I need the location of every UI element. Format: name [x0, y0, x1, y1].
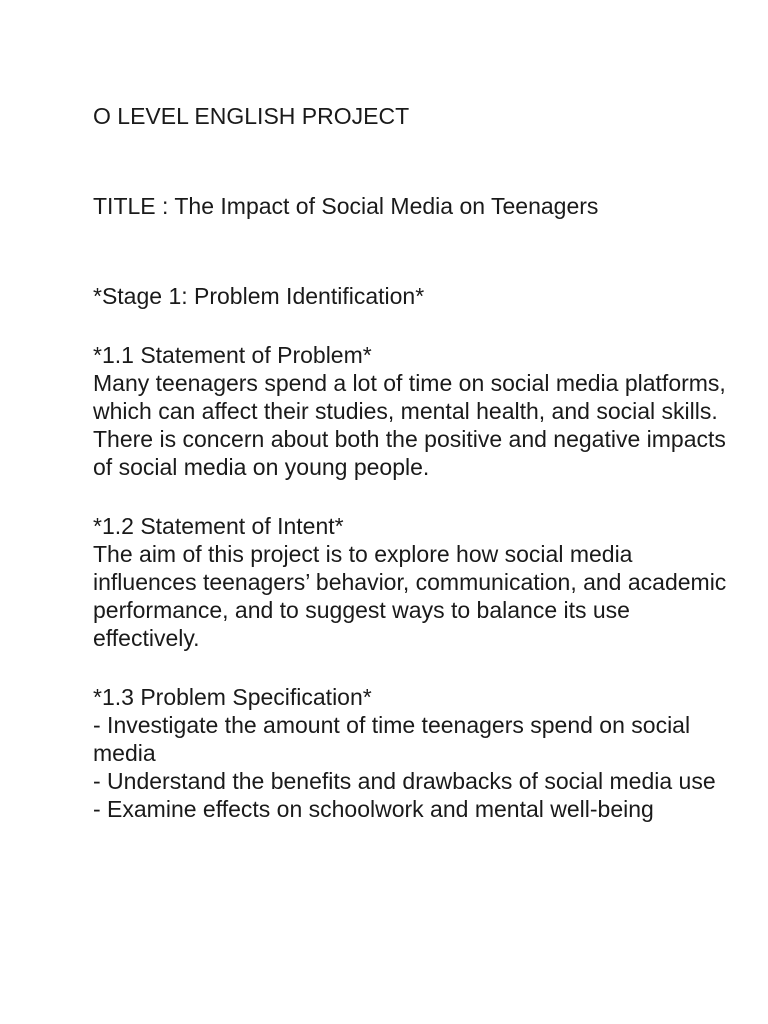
spacer — [93, 130, 733, 192]
section-heading: *1.1 Statement of Problem* — [93, 342, 372, 368]
spacer — [93, 652, 733, 683]
section-heading: *1.3 Problem Specification* — [93, 684, 372, 710]
spacer — [93, 310, 733, 341]
document-page — [93, 102, 733, 823]
section-statement-of-problem — [93, 341, 733, 481]
list-item: - Understand the benefits and drawbacks of social media use — [93, 768, 716, 794]
specification-list — [93, 711, 733, 823]
project-header: O LEVEL ENGLISH PROJECT — [93, 103, 410, 129]
spacer — [93, 220, 733, 282]
section-body: Many teenagers spend a lot of time on social media platforms, which can affect their studies, mental health, and social skills. There is concern about both the positive and negative impacts of social media on young people. — [93, 370, 726, 480]
list-item: - Investigate the amount of time teenagers spend on social media — [93, 712, 691, 766]
list-item: - Examine effects on schoolwork and mental well-being — [93, 796, 654, 822]
stage-heading: *Stage 1: Problem Identification* — [93, 283, 425, 309]
section-statement-of-intent — [93, 512, 733, 652]
project-title: TITLE : The Impact of Social Media on Teenagers — [93, 193, 599, 219]
section-body: The aim of this project is to explore how social media influences teenagers’ behavior, communication, and academic performance, and to suggest ways to balance its use effectively. — [93, 541, 727, 651]
section-heading: *1.2 Statement of Intent* — [93, 513, 344, 539]
section-problem-specification — [93, 683, 733, 823]
spacer — [93, 481, 733, 512]
